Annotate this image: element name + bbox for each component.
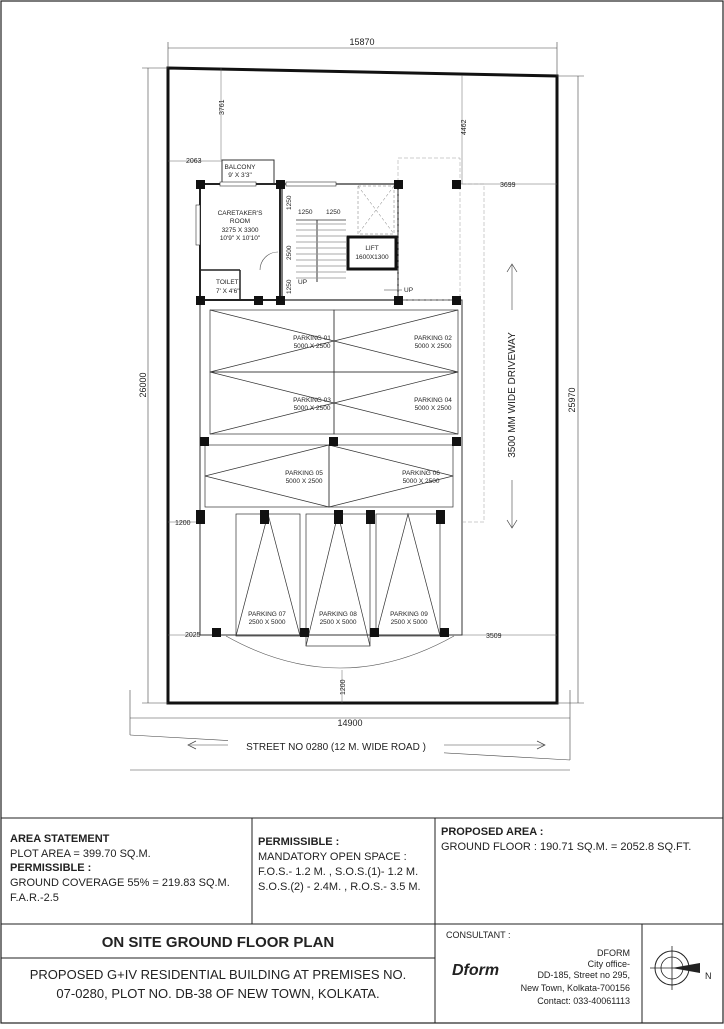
parking-size: 5000 X 2500 xyxy=(285,478,323,485)
address-line-2: New Town, Kolkata-700156 xyxy=(520,983,630,993)
open-space-line-2: F.O.S.- 1.2 M. , S.O.S.(1)- 1.2 M. xyxy=(258,866,419,878)
permissible-title-1: PERMISSIBLE : xyxy=(10,862,92,874)
balcony-label: BALCONY xyxy=(224,164,256,171)
caretaker-label-2: ROOM xyxy=(229,218,251,225)
dim-right-height: 25970 xyxy=(567,387,577,413)
area-statement-title: AREA STATEMENT xyxy=(10,833,110,845)
parking-size: 5000 X 2500 xyxy=(414,343,452,350)
parking-name: PARKING 04 xyxy=(414,397,452,404)
stair-up-label: UP xyxy=(298,279,308,286)
parking-size: 2500 X 5000 xyxy=(390,619,428,626)
plan-title: ON SITE GROUND FLOOR PLAN xyxy=(101,934,335,951)
permissible-title-2: PERMISSIBLE : xyxy=(258,836,340,848)
open-space-line-3: S.O.S.(2) - 2.4M. , R.O.S.- 3.5 M. xyxy=(258,881,421,893)
dim-top-right-setback: 4462 xyxy=(461,119,468,135)
dform-logo: Dform xyxy=(452,962,500,979)
parking-name: PARKING 01 xyxy=(293,335,331,342)
proposed-area-title: PROPOSED AREA : xyxy=(441,826,544,838)
far-text: F.A.R.-2.5 xyxy=(10,892,59,904)
dim-left-height: 26000 xyxy=(138,372,148,398)
office-label: City office- xyxy=(587,959,630,969)
address-line-1: DD-185, Street no 295, xyxy=(537,970,630,980)
caretaker-label-1: CARETAKER'S xyxy=(217,210,263,217)
caretaker-size-1: 3275 X 3300 xyxy=(221,227,259,234)
mandatory-open-space: MANDATORY OPEN SPACE : xyxy=(258,851,407,863)
parking-name: PARKING 05 xyxy=(285,470,323,477)
parking-name: PARKING 09 xyxy=(390,611,428,618)
dim-side-left-lower: 2025 xyxy=(185,632,201,639)
lift-label: LIFT xyxy=(365,245,379,252)
lift-shaft xyxy=(348,237,396,269)
dim-bottom-width: 14900 xyxy=(337,718,363,728)
ramp-up-label: UP xyxy=(404,287,414,294)
dim-side-right-upper: 3699 xyxy=(500,182,516,189)
stair-treads xyxy=(296,224,346,278)
stair-dim-3: 1250 xyxy=(286,195,293,210)
stair-dim-2: 1250 xyxy=(326,209,341,216)
parking-name: PARKING 08 xyxy=(319,611,357,618)
driveway-label: 3500 MM WIDE DRIVEWAY xyxy=(507,332,518,458)
dim-side-right-lower: 3509 xyxy=(486,633,502,640)
caretaker-size-2: 10'9" X 10'10" xyxy=(219,235,261,242)
consultant-label: CONSULTANT : xyxy=(446,930,511,940)
firm-name: DFORM xyxy=(597,948,630,958)
dim-top-width: 15870 xyxy=(349,37,375,47)
lift-size: 1600X1300 xyxy=(355,254,389,261)
parking-size: 5000 X 2500 xyxy=(293,405,331,412)
parking-name: PARKING 03 xyxy=(293,397,331,404)
dim-front-setback: 1200 xyxy=(340,679,347,695)
dim-side-left-upper: 2063 xyxy=(186,158,202,165)
toilet-label: TOILET xyxy=(216,279,239,286)
parking-name: PARKING 02 xyxy=(414,335,452,342)
stair-dim-1: 1250 xyxy=(298,209,313,216)
plot-area-text: PLOT AREA = 399.70 SQ.M. xyxy=(10,848,151,860)
toilet-size: 7' X 4'6" xyxy=(216,288,240,295)
ground-floor-area: GROUND FLOOR : 190.71 SQ.M. = 2052.8 SQ.FT. xyxy=(441,841,692,853)
dim-top-left-setback: 3761 xyxy=(219,99,226,115)
parking-name: PARKING 06 xyxy=(402,470,440,477)
ground-coverage-text: GROUND COVERAGE 55% = 219.83 SQ.M. xyxy=(10,877,230,889)
parking-size: 5000 X 2500 xyxy=(402,478,440,485)
project-desc-2: 07-0280, PLOT NO. DB-38 OF NEW TOWN, KOLKATA. xyxy=(56,986,380,1001)
parking-labels xyxy=(248,335,452,626)
parking-name: PARKING 07 xyxy=(248,611,286,618)
stair-dim-5: 1250 xyxy=(286,279,293,294)
contact-line: Contact: 033-40061113 xyxy=(537,996,630,1006)
parking-size: 5000 X 2500 xyxy=(293,343,331,350)
street-label: STREET NO 0280 (12 M. WIDE ROAD ) xyxy=(246,742,426,753)
project-desc-1: PROPOSED G+IV RESIDENTIAL BUILDING AT PREMISES NO. xyxy=(29,967,407,982)
dim-side-left-mid: 1200 xyxy=(175,520,191,527)
parking-size: 2500 X 5000 xyxy=(319,619,357,626)
parking-size: 2500 X 5000 xyxy=(248,619,286,626)
north-arrow-icon xyxy=(650,946,700,990)
parking-size: 5000 X 2500 xyxy=(414,405,452,412)
stair-dim-4: 2500 xyxy=(286,245,293,260)
north-label: N xyxy=(705,971,712,981)
balcony-size: 9' X 3'3" xyxy=(228,172,252,179)
